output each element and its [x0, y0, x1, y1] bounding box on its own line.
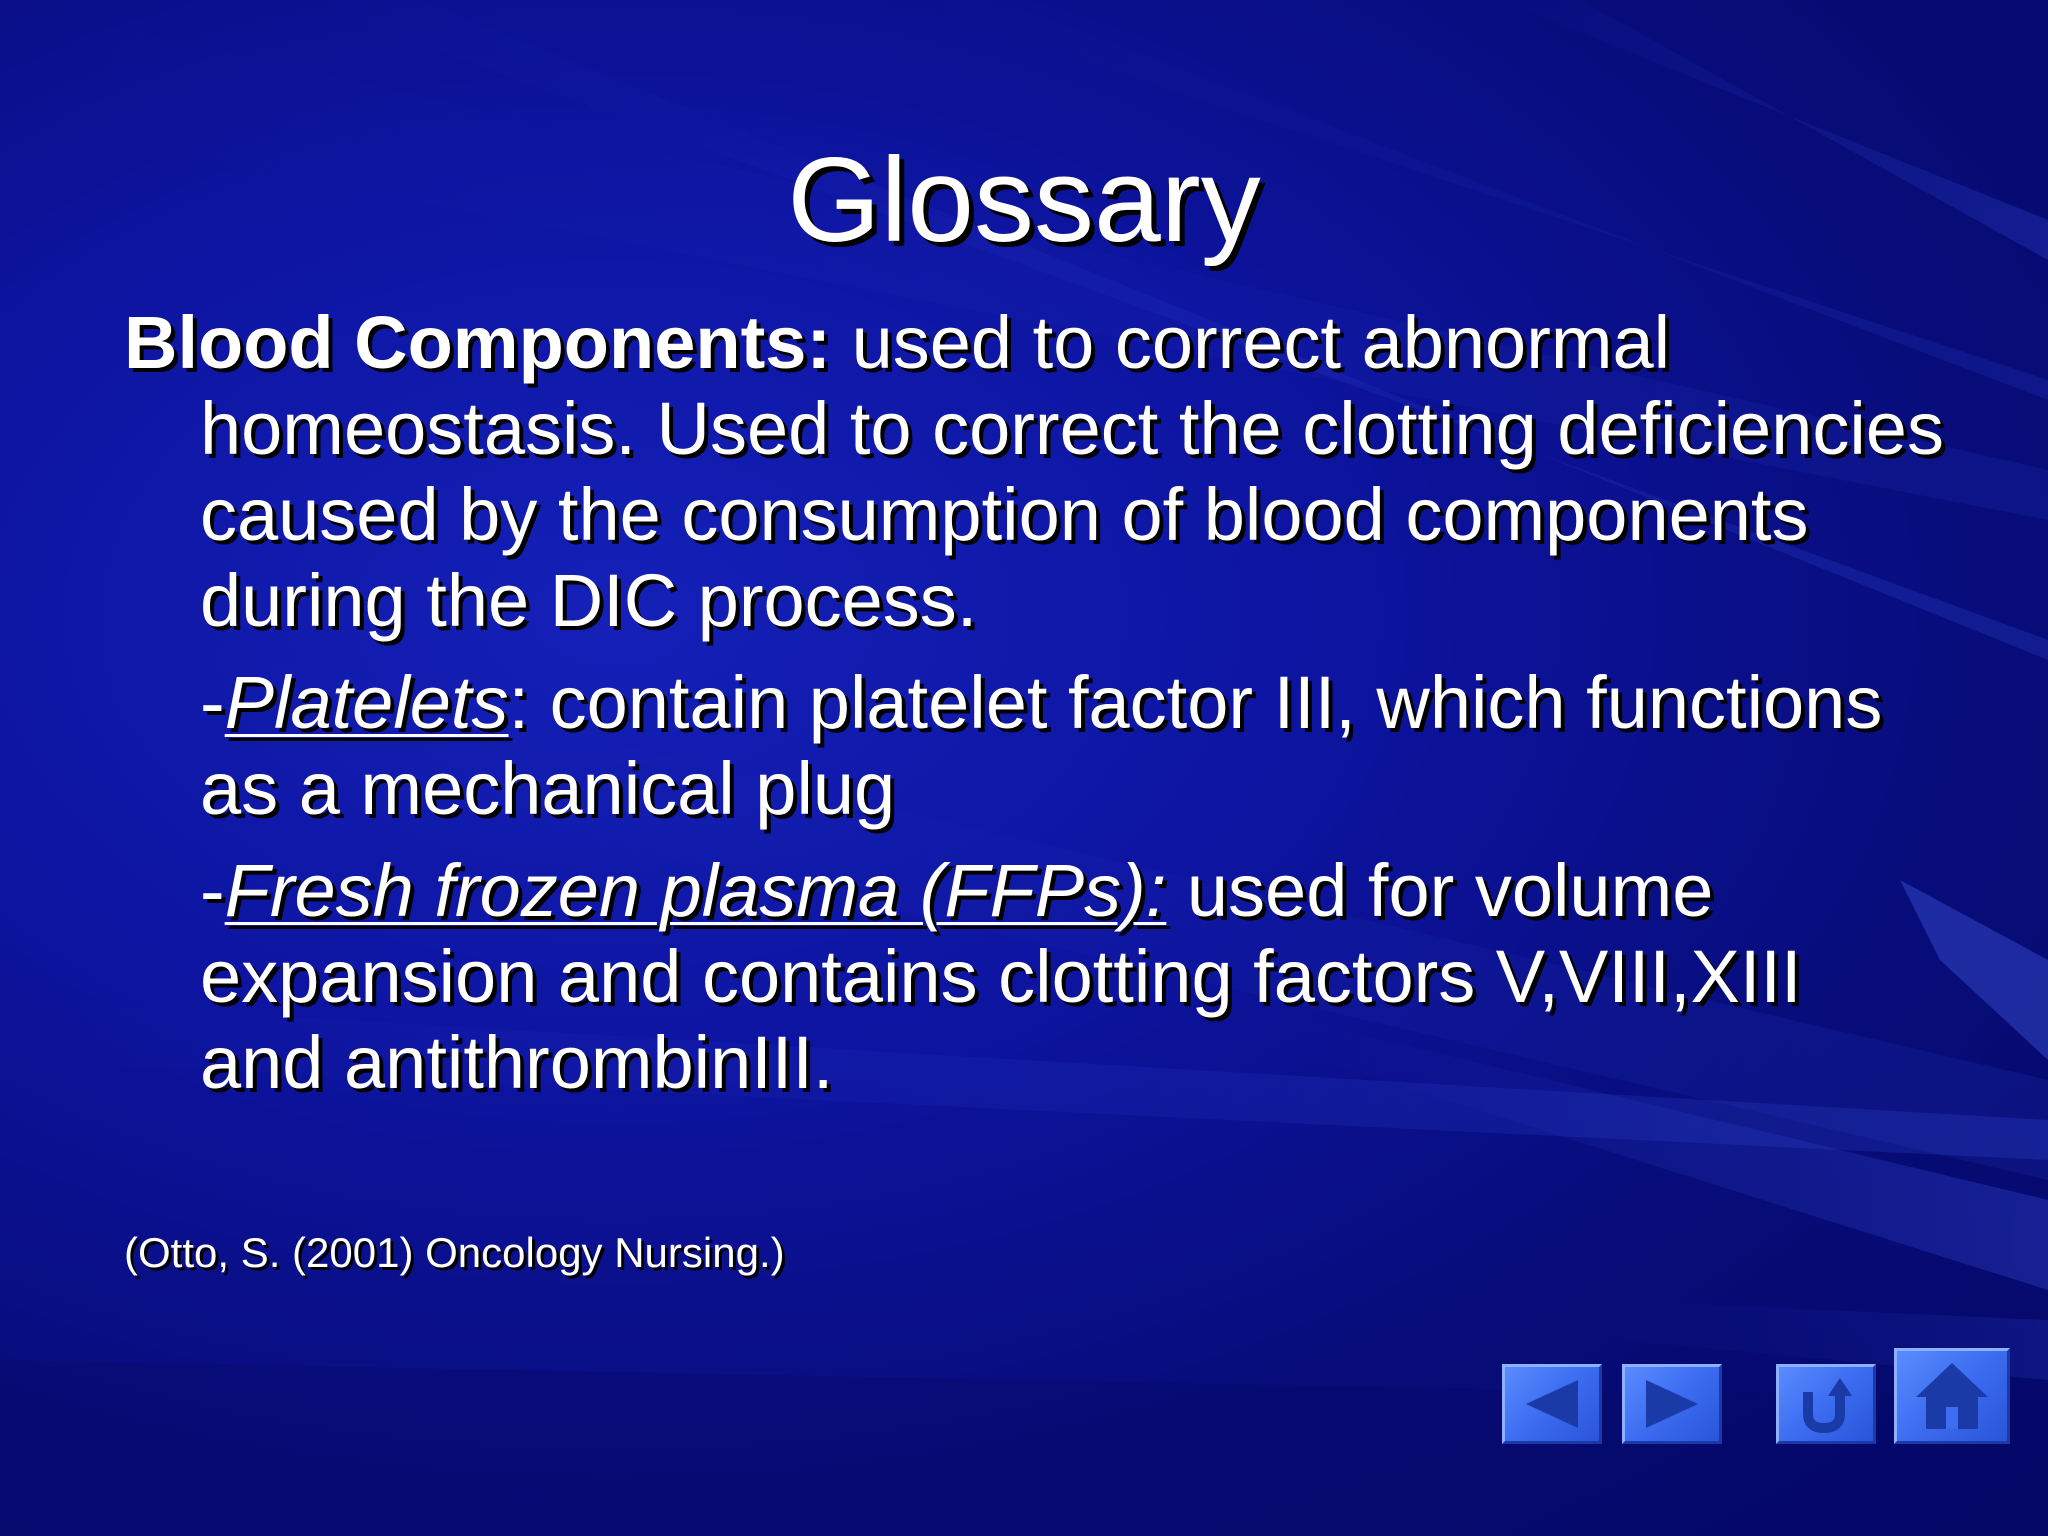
triangle-right-icon — [1640, 1376, 1704, 1432]
item-prefix: - — [200, 661, 225, 744]
definition-paragraph — [124, 300, 1944, 644]
triangle-left-icon — [1520, 1376, 1584, 1432]
item-prefix: - — [200, 849, 225, 932]
previous-button[interactable] — [1502, 1364, 1602, 1444]
home-button[interactable] — [1894, 1348, 2010, 1444]
item-text-ffp: used for volume expansion and contains clotting factors V,VIII,XIII and antithrombinIII. — [200, 849, 1802, 1104]
u-turn-arrow-icon — [1794, 1372, 1858, 1436]
return-button[interactable] — [1776, 1364, 1876, 1444]
next-button[interactable] — [1622, 1364, 1722, 1444]
citation: (Otto, S. (2001) Oncology Nursing.) — [124, 1229, 785, 1276]
item-term-ffp: Fresh frozen plasma (FFPs): — [224, 849, 1167, 932]
item-text-platelets: : contain platelet factor III, which functions as a mechanical plug — [200, 661, 1883, 830]
glossary-item-ffp — [124, 848, 1944, 1106]
glossary-item-platelets — [124, 660, 1944, 832]
house-icon — [1912, 1359, 1992, 1433]
definition-term: Blood Components: — [124, 301, 832, 384]
slide-body — [124, 300, 1944, 1122]
item-term-platelets: Platelets — [224, 661, 509, 744]
definition-text: used to correct abnormal homeostasis. Used to correct the clotting deficiencies caused by the consumption of blood components during the DIC process. — [200, 301, 1944, 642]
slide-title: Glossary — [787, 133, 1261, 267]
